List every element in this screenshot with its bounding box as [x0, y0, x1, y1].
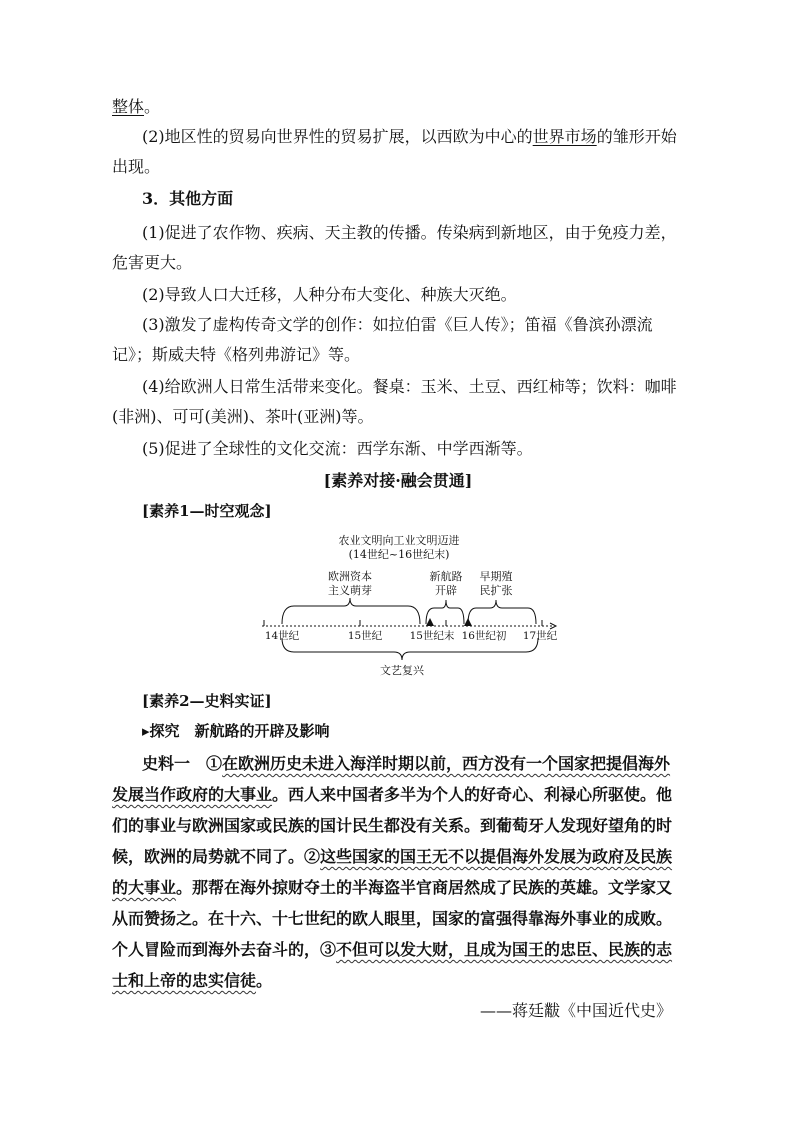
source-text-segment: 。 [256, 971, 273, 990]
sec3-item-2: (2)导致人口大迁移，人种分布大变化、种族大灭绝。 [142, 285, 517, 304]
period: 。 [144, 97, 161, 116]
brace-label-routes-1: 新航路 [429, 570, 463, 583]
brace-label-capitalism-1: 欧洲资本 [328, 570, 372, 583]
explore-marker: ▸探究 [142, 722, 180, 740]
section-title: [素养对接·融会贯通] [323, 471, 473, 490]
source-text-segment: ③ [320, 940, 337, 959]
explore-title: 新航路的开辟及影响 [194, 722, 330, 740]
tick-label-14c: 14世纪 [264, 630, 300, 642]
key-sentence: 在欧洲历史未进入海洋时期以前，西方没有一个国家把提倡海外发展当作政府的大事业 [112, 754, 671, 804]
source-citation: ——蒋廷黻《中国近代史》 [479, 1001, 672, 1020]
timeline-title: 农业文明向工业文明迈进 [338, 534, 460, 547]
item2-pre: (2)地区性的贸易向世界性的贸易扩展，以西欧为中心的 [142, 127, 533, 146]
bottom-label-renaissance: 文艺复兴 [380, 664, 424, 677]
brace-label-routes-2: 开辟 [435, 584, 457, 597]
sec3-item-5: (5)促进了全球性的文化交流：西学东渐、中学西渐等。 [142, 439, 533, 458]
tick-label-16c-start: 16世纪初 [461, 630, 507, 642]
sec3-item-3: (3)激发了虚构传奇文学的创作：如拉伯雷《巨人传》；笛福《鲁滨孙漂流记》；斯威夫特《格列弗游记》等。 [112, 315, 653, 364]
paragraph-sec2-tail [112, 92, 684, 122]
source-text-segment: ① [206, 754, 223, 773]
brace-capitalism [282, 598, 420, 624]
timeline-subtitle: (14世纪~16世纪末) [348, 548, 450, 561]
brace-label-colonial-1: 早期殖 [479, 570, 513, 583]
paragraph-sec2-item2 [112, 122, 684, 182]
sec3-item-4: (4)给欧洲人日常生活带来变化。餐桌：玉米、土豆、西红柿等；饮料：咖啡(非洲)、可可(美洲)、茶叶(亚洲)等。 [112, 377, 677, 426]
key-sentence: 不但可以发大财，且成为国王的忠臣、民族的志士和上帝的忠实信徒 [112, 940, 673, 990]
item2-post: 的雏形开始出现。 [112, 127, 677, 176]
brace-label-colonial-2: 民扩张 [479, 584, 513, 597]
source-text-segment: 。那帮在海外掠财夺土的半海盗半官商居然成了民族的英雄。文学家又从而赞扬之。在十六、十七世纪的欧人眼里，国家的富强得靠海外事业的成败。个人冒险而到海外去奋斗的， [112, 878, 673, 959]
section3-heading: 3．其他方面 [142, 189, 234, 208]
brace-label-capitalism-2: 主义萌芽 [328, 584, 372, 597]
brace-new-routes [426, 600, 464, 624]
brace-colonial [468, 600, 536, 624]
tick-label-15c-end: 15世纪末 [409, 630, 455, 642]
literacy1-heading: [素养1—时空观念] [142, 502, 272, 520]
sec3-item-1: (1)促进了农作物、疾病、天主教的传播。传染病到新地区，由于免疫力差，危害更大。 [112, 223, 677, 272]
tick-label-15c: 15世纪 [347, 630, 383, 642]
source-label: 史料一 [142, 754, 191, 773]
tick-label-17c: 17世纪 [522, 630, 558, 642]
literacy2-heading: [素养2—史料实证] [142, 692, 272, 710]
source-text-segment: 。西人来中国者多半为个人的好奇心、利禄心所驱使。他们的事业与欧洲国家或民族的国计民生都没有关系。到葡萄牙人发现好望角的时候，欧洲的局势就不同了。 [112, 785, 673, 866]
marker-16c-start [464, 618, 472, 626]
key-sentence: 这些国家的国王无不以提倡海外发展为政府及民族的大事业 [112, 847, 673, 897]
explore-heading [142, 716, 542, 746]
marker-15c-end [426, 618, 434, 626]
underlined-term: 整体 [112, 97, 145, 116]
underlined-term: 世界市场 [532, 127, 597, 146]
source-passage [112, 748, 684, 996]
source-text-segment: ② [304, 847, 321, 866]
timeline-diagram [250, 528, 570, 682]
